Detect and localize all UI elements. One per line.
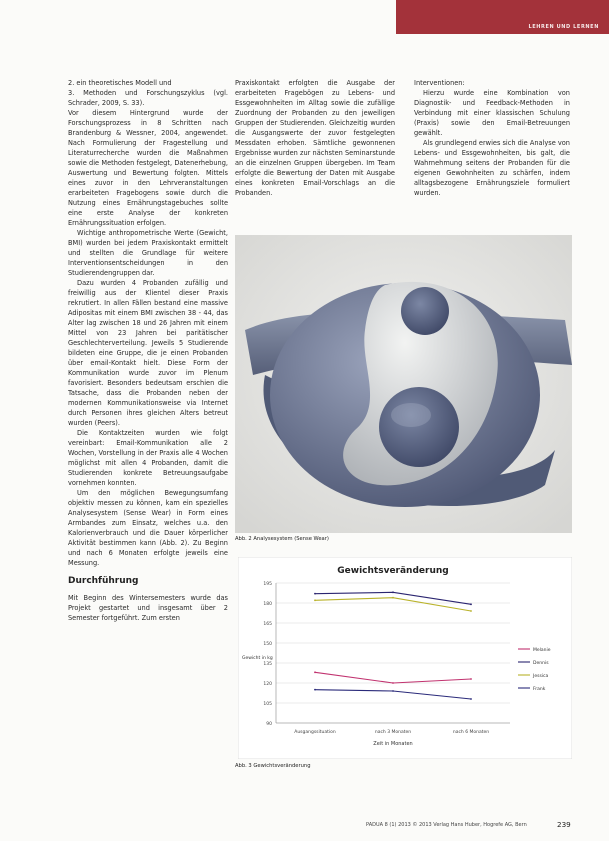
y-tick-label: 90 (266, 722, 272, 727)
data-point (392, 591, 394, 593)
section-banner (396, 0, 609, 34)
legend-label: Dennis (533, 661, 549, 666)
data-point (392, 682, 394, 684)
paragraph: Wichtige anthropometrische Werte (Gewicht, BMI) wurden bei jedem Praxiskontakt ermittelt und stellten die Grundlage für weitere Interventionsentscheidungen in den Studierendengruppen dar. (68, 229, 228, 277)
legend-label: Jessica (533, 674, 549, 679)
data-point (470, 610, 472, 612)
chart-svg (238, 557, 572, 759)
x-tick-label: nach 6 Monaten (452, 730, 490, 735)
data-point (392, 690, 394, 692)
y-tick-label: 135 (263, 662, 272, 667)
data-point (470, 698, 472, 700)
data-point (392, 597, 394, 599)
y-tick-label: 165 (263, 622, 272, 627)
paragraph: Um den möglichen Bewegungsumfang objektiv messen zu können, kam ein spezielles Analysesystem (Sense Wear) in Form eines Armbandes zum Einsatz, welches u.a. den Kalorienverbrauch und die Dauer körperlicher Aktivität bestimmen kann (Abb. 2). Zu Beginn und nach 6 Monaten erfolgte jeweils eine Messung. (68, 489, 228, 567)
y-tick-label: 195 (263, 582, 272, 587)
paragraph: 2. ein theoretisches Modell und (68, 79, 172, 87)
y-axis-label: Gewicht in kg (242, 656, 273, 661)
weight-chart (238, 557, 572, 759)
paragraph: Als grundlegend erwies sich die Analyse von Lebens- und Essgewohnheiten, bis galt, die Wahrnehmung seitens der Probanden für die eigenen Gewohnheiten zu schärfen, indem alltagsbezogene Ernährungsziele formuliert wurden. (414, 139, 570, 197)
paragraph: Praxiskontakt erfolgten die Ausgabe der erarbeiteten Fragebögen zu Lebens- und Essgewohnheiten im Alltag sowie die zufällige Zuordnung der Probanden zu den jeweiligen Gruppen der Studierenden. Gleichzeitig wurden die Ausgangswerte der zuvor festgelegten Messdaten erhoben. Sämtliche gewonnenen Ergebnisse wurden zur nächsten Seminarstunde an die einzelnen Gruppen übergeben. Im Team erfolgte die Bewertung der Daten mit Ausgabe eines konkreten Email-Vorschlags an die Probanden. (235, 79, 395, 197)
journal-citation: PADUA 8 (1) 2013 © 2013 Verlag Hans Huber, Hogrefe AG, Bern (366, 822, 527, 828)
y-tick-label: 120 (263, 682, 272, 687)
paragraph: Dazu wurden 4 Probanden zufällig und freiwillig aus der Klientel dieser Praxis rekrutiert. In allen Fällen bestand eine massive Adipositas mit einem BMI zwischen 38 - 44, das Alter lag zwischen 18 und 26 Jahren mit einem Mittel von 23 Jahren bei paritätischer Geschlechterverteilung. Jeweils 5 Studierende bildeten eine Gruppe, die je einen Probanden über email-Kontakt hielt. Diese Form der Kommunikation wurde zuvor im Plenum favorisiert. Besonders bedeutsam erschien die Tatsache, dass die Probanden neben der modernen Kommunikationsweise via Internet durch Personen ihres gleichen Alters betreut wurden (Peers). (68, 279, 228, 427)
data-point (314, 593, 316, 595)
figure-caption: Abb. 2 Analysesystem (Sense Wear) (235, 536, 329, 542)
legend-label: Melanie (533, 648, 551, 653)
x-tick-label: nach 3 Monaten (374, 730, 412, 735)
paragraph: Interventionen: (414, 79, 465, 87)
chart-title: Gewichtsveränderung (337, 566, 449, 576)
legend-label: Frank (533, 687, 546, 692)
section-label: LEHREN UND LERNEN (528, 24, 599, 30)
armband-photo (235, 235, 572, 533)
data-point (314, 599, 316, 601)
paragraph: 3. Methoden und Forschungszyklus (vgl. Schrader, 2009, S. 33). (68, 89, 228, 107)
sense-wear-armband-image (235, 235, 572, 533)
section-heading: Durchführung (68, 576, 139, 586)
data-point (314, 671, 316, 673)
paragraph: Vor diesem Hintergrund wurde der Forschungsprozess in 8 Schritten nach Brandenburg & Wessner, 2004, angewendet. Nach Formulierung der Fragestellung und Literaturrecherche wurden die Maßnahmen sowie die Methoden festgelegt, Datenerhebung, Auswertung und Bewertung folgten. Mittels eines zuvor in den Lehrveranstaltungen erarbeiteten Fragebogens sowie durch die Nutzung eines Ernährungstagebuches sollte eine erste Analyse der konkreten Ernährungssituation erfolgen. (68, 109, 228, 227)
text-column-1 (68, 78, 228, 623)
data-point (470, 603, 472, 605)
chart-frame (238, 557, 572, 759)
data-point (470, 678, 472, 680)
figure-caption: Abb. 3 Gewichtsveränderung (235, 763, 311, 769)
x-tick-label: Ausgangssituation (294, 730, 336, 735)
text-column-2 (235, 78, 395, 198)
paragraph: Mit Beginn des Wintersemesters wurde das Projekt gestartet und insgesamt über 2 Semester fortgeführt. Zum ersten (68, 594, 228, 622)
paragraph: Die Kontaktzeiten wurden wie folgt vereinbart: Email-Kommunikation alle 2 Wochen, Vorstellung in der Praxis alle 4 Wochen möglichst mit allen 4 Probanden, damit die Studierenden konkrete Betreuungsaufgabe vornehmen konnten. (68, 429, 228, 487)
paragraph: Hierzu wurde eine Kombination von Diagnostik- und Feedback-Methoden in Verbindung mit einer klassischen Schulung (Praxis) sowie den Email-Betreuungen gewählt. (414, 89, 570, 137)
y-tick-label: 150 (263, 642, 272, 647)
text-column-3 (414, 78, 570, 198)
y-tick-label: 105 (263, 702, 272, 707)
data-point (314, 689, 316, 691)
y-tick-label: 180 (263, 602, 272, 607)
x-axis-label: Zeit in Monaten (373, 741, 413, 747)
page-number: 239 (557, 820, 571, 829)
